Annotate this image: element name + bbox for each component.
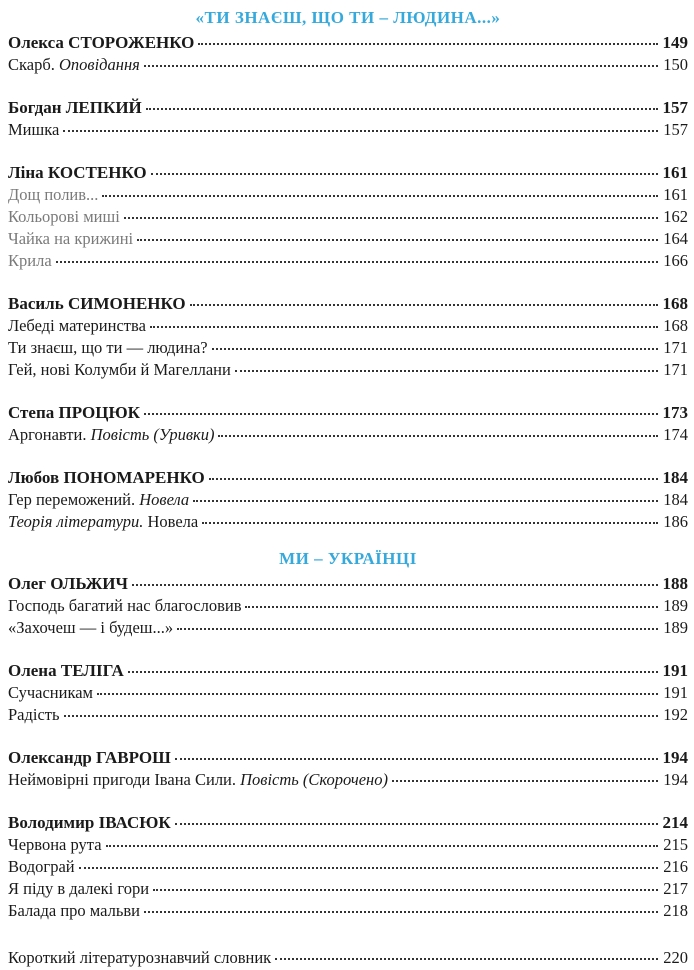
page-number: 184 <box>662 468 688 487</box>
work-title: Мишка <box>8 120 60 139</box>
toc-work-entry[interactable] <box>8 359 688 381</box>
dot-leader <box>202 521 658 524</box>
toc-work-entry[interactable] <box>8 682 688 704</box>
toc-work-entry[interactable] <box>8 900 688 922</box>
author-name: Ліна КОСТЕНКО <box>8 163 147 182</box>
toc-author-entry[interactable] <box>8 97 688 119</box>
author-name: Олег ОЛЬЖИЧ <box>8 574 128 593</box>
page-number: 191 <box>662 661 688 680</box>
toc-work-entry[interactable] <box>8 489 688 511</box>
page-number: 171 <box>663 360 688 379</box>
toc-work-entry[interactable] <box>8 704 688 726</box>
dot-leader <box>106 844 658 847</box>
author-name: Володимир ІВАСЮК <box>8 813 171 832</box>
page-number: 168 <box>662 294 688 313</box>
page-number: 171 <box>663 338 688 357</box>
toc-author-entry[interactable] <box>8 293 688 315</box>
dot-leader <box>175 822 658 825</box>
page-number: 215 <box>663 835 688 854</box>
toc-work-entry[interactable] <box>8 228 688 250</box>
toc-author-entry[interactable] <box>8 573 688 595</box>
work-title: Лебеді материнства <box>8 316 146 335</box>
page-number: 218 <box>663 901 688 920</box>
dot-leader <box>218 434 658 437</box>
work-title: Крила <box>8 251 52 270</box>
page-number: 149 <box>662 33 688 52</box>
work-title: Короткий літературознавчий словник <box>8 948 272 967</box>
page-number: 168 <box>663 316 688 335</box>
page-number: 157 <box>662 98 688 117</box>
work-title: Неймовірні пригоди Івана Сили. Повість (Скорочено) <box>8 770 388 789</box>
toc-work-entry[interactable] <box>8 769 688 791</box>
work-title: Господь багатий нас благословив <box>8 596 242 615</box>
dot-leader <box>128 670 658 673</box>
page-number: 161 <box>662 163 688 182</box>
dot-leader <box>144 412 658 415</box>
dot-leader <box>198 42 658 45</box>
section-heading: МИ – УКРАЇНЦІ <box>279 549 417 568</box>
toc-author-entry[interactable] <box>8 402 688 424</box>
toc-work-entry[interactable] <box>8 834 688 856</box>
work-title: Чайка на крижині <box>8 229 134 248</box>
toc-author-entry[interactable] <box>8 660 688 682</box>
page-number: 173 <box>662 403 688 422</box>
page-number: 189 <box>663 618 688 637</box>
author-name: Любов ПОНОМАРЕНКО <box>8 468 205 487</box>
work-title: Водограй <box>8 857 75 876</box>
toc-work-entry[interactable] <box>8 119 688 141</box>
page-number: 191 <box>663 683 688 702</box>
dot-leader <box>175 757 658 760</box>
toc-dictionary-entry[interactable] <box>8 947 688 969</box>
page-number: 166 <box>663 251 688 270</box>
toc-work-entry[interactable] <box>8 856 688 878</box>
dot-leader <box>64 714 658 717</box>
author-name: Олександр ГАВРОШ <box>8 748 171 767</box>
dot-leader <box>124 216 658 219</box>
author-name: Богдан ЛЕПКИЙ <box>8 98 142 117</box>
page-number: 188 <box>662 574 688 593</box>
dot-leader <box>392 779 658 782</box>
toc-author-entry[interactable] <box>8 467 688 489</box>
dot-leader <box>212 347 658 350</box>
work-title: Я піду в далекі гори <box>8 879 150 898</box>
work-title: Ти знаєш, що ти — людина? <box>8 338 208 357</box>
author-name: Олена ТЕЛІГА <box>8 661 124 680</box>
toc-author-entry[interactable] <box>8 32 688 54</box>
page-number: 194 <box>663 770 688 789</box>
toc-work-entry[interactable] <box>8 617 688 639</box>
dot-leader <box>102 194 658 197</box>
work-title: Гер переможений. Новела <box>8 490 190 509</box>
page-number: 192 <box>663 705 688 724</box>
dot-leader <box>137 238 658 241</box>
dot-leader <box>193 499 658 502</box>
work-title: Червона рута <box>8 835 102 854</box>
work-title: Аргонавти. Повість (Уривки) <box>8 425 215 444</box>
work-title: Дощ полив... <box>8 185 99 204</box>
page-number: 189 <box>663 596 688 615</box>
dot-leader <box>153 888 658 891</box>
toc-work-entry[interactable] <box>8 595 688 617</box>
work-title: Кольорові миші <box>8 207 120 226</box>
toc-work-entry[interactable] <box>8 250 688 272</box>
page-number: 184 <box>663 490 688 509</box>
toc-work-entry[interactable] <box>8 206 688 228</box>
author-name: Олекса СТОРОЖЕНКО <box>8 33 195 52</box>
dot-leader <box>150 325 658 328</box>
toc-author-entry[interactable] <box>8 162 688 184</box>
toc-work-entry[interactable] <box>8 184 688 206</box>
dot-leader <box>190 303 658 306</box>
page-number: 214 <box>662 813 688 832</box>
work-title: «Захочеш — і будеш...» <box>8 618 174 637</box>
dot-leader <box>146 107 658 110</box>
dot-leader <box>56 260 658 263</box>
dot-leader <box>63 129 658 132</box>
work-title: Балада про мальви <box>8 901 140 920</box>
page-number: 162 <box>663 207 688 226</box>
dot-leader <box>177 627 658 630</box>
dot-leader <box>235 369 658 372</box>
dot-leader <box>151 172 658 175</box>
page-number: 194 <box>662 748 688 767</box>
work-title: Скарб. Оповідання <box>8 55 140 74</box>
toc-work-entry[interactable] <box>8 315 688 337</box>
dot-leader <box>144 910 658 913</box>
dot-leader <box>97 692 658 695</box>
dot-leader <box>132 583 658 586</box>
author-name: Василь СИМОНЕНКО <box>8 294 186 313</box>
toc-work-entry[interactable] <box>8 878 688 900</box>
page-number: 217 <box>663 879 688 898</box>
work-title: Гей, нові Колумби й Магеллани <box>8 360 231 379</box>
toc-work-entry[interactable] <box>8 424 688 446</box>
dot-leader <box>79 866 658 869</box>
dot-leader <box>245 605 658 608</box>
page-number: 164 <box>663 229 688 248</box>
toc-work-entry[interactable] <box>8 511 688 533</box>
work-title: Радість <box>8 705 60 724</box>
work-title: Сучасникам <box>8 683 93 702</box>
author-name: Степа ПРОЦЮК <box>8 403 140 422</box>
dot-leader <box>209 477 658 480</box>
page-number: 220 <box>663 948 688 967</box>
toc-author-entry[interactable] <box>8 812 688 834</box>
toc-work-entry[interactable] <box>8 337 688 359</box>
page-number: 186 <box>663 512 688 531</box>
toc-author-entry[interactable] <box>8 747 688 769</box>
dot-leader <box>144 64 658 67</box>
toc-work-entry[interactable] <box>8 54 688 76</box>
dot-leader <box>275 957 658 960</box>
page-number: 216 <box>663 857 688 876</box>
work-title: Теорія літератури. Новела <box>8 512 199 531</box>
page-number: 157 <box>663 120 688 139</box>
page-number: 161 <box>663 185 688 204</box>
page-number: 150 <box>663 55 688 74</box>
page-number: 174 <box>663 425 688 444</box>
section-heading: «ТИ ЗНАЄШ, ЩО ТИ – ЛЮДИНА...» <box>195 8 501 27</box>
